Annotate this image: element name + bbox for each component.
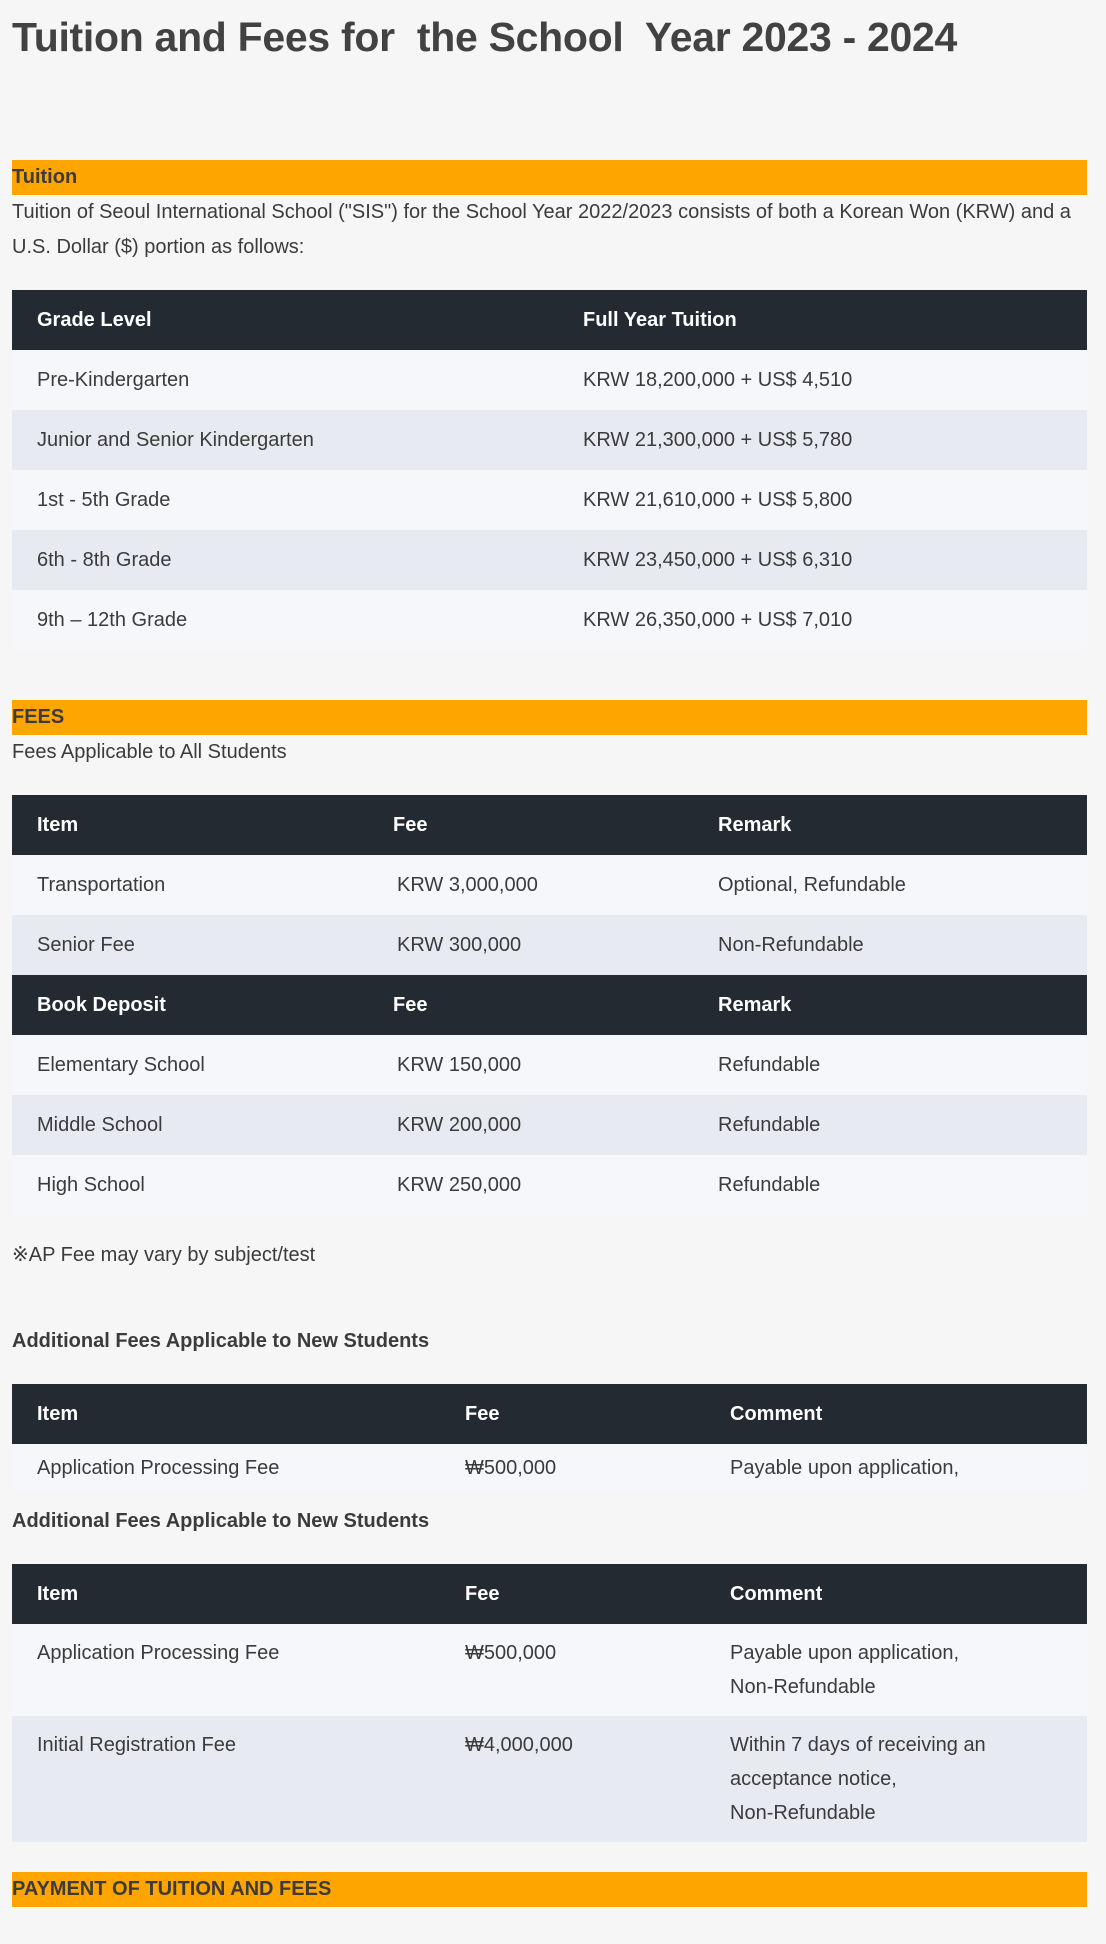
grade-level-cell: 1st - 5th Grade (12, 470, 558, 530)
column-header-fee: Fee (440, 1384, 705, 1444)
item-cell: Application Processing Fee (12, 1444, 440, 1490)
column-header-item: Item (12, 1564, 440, 1624)
table-row (12, 1716, 1087, 1842)
comment-cell: Payable upon application, (705, 1444, 1087, 1490)
column-header-comment: Comment (705, 1384, 1087, 1444)
column-header-item: Item (12, 1384, 440, 1444)
column-header-full-year-tuition: Full Year Tuition (558, 290, 1087, 350)
fee-cell: ₩500,000 (440, 1444, 705, 1490)
new-students-table-clipped (12, 1384, 1087, 1490)
column-header-grade-level: Grade Level (12, 290, 558, 350)
table-row (12, 1624, 1087, 1716)
new-students-table (12, 1564, 1087, 1842)
comment-line: Within 7 days of receiving an (730, 1734, 986, 1756)
table-row (12, 470, 1087, 530)
tuition-heading: Tuition (12, 160, 1087, 195)
fee-cell: KRW 3,000,000 (368, 855, 693, 915)
table-row (12, 915, 1087, 975)
remark-cell: Non-Refundable (693, 915, 1087, 975)
comment-line: acceptance notice, (730, 1768, 897, 1790)
remark-cell: Refundable (693, 1095, 1087, 1155)
column-header-fee: Fee (368, 975, 693, 1035)
table-header-row (12, 795, 1087, 855)
grade-level-cell: 6th - 8th Grade (12, 530, 558, 590)
new-students-heading: Additional Fees Applicable to New Students (12, 1510, 430, 1532)
comment-cell (705, 1624, 1087, 1716)
tuition-cell: KRW 26,350,000 + US$ 7,010 (558, 590, 1087, 650)
table-row (12, 530, 1087, 590)
fees-intro: Fees Applicable to All Students (12, 741, 287, 763)
item-cell: Middle School (12, 1095, 368, 1155)
tuition-cell: KRW 21,610,000 + US$ 5,800 (558, 470, 1087, 530)
comment-cell (705, 1716, 1087, 1842)
tuition-cell: KRW 21,300,000 + US$ 5,780 (558, 410, 1087, 470)
table-row (12, 1155, 1087, 1215)
fee-cell: ₩500,000 (440, 1624, 705, 1716)
grade-level-cell: Pre-Kindergarten (12, 350, 558, 410)
remark-cell: Refundable (693, 1155, 1087, 1215)
fee-cell: KRW 300,000 (368, 915, 693, 975)
item-cell: Transportation (12, 855, 368, 915)
fee-cell: ₩4,000,000 (440, 1716, 705, 1842)
table-row (12, 855, 1087, 915)
column-header-book-deposit: Book Deposit (12, 975, 368, 1035)
column-header-item: Item (12, 795, 368, 855)
tuition-cell: KRW 23,450,000 + US$ 6,310 (558, 530, 1087, 590)
column-header-remark: Remark (693, 795, 1087, 855)
payment-heading: PAYMENT OF TUITION AND FEES (12, 1872, 1087, 1907)
item-cell: Senior Fee (12, 915, 368, 975)
fee-cell: KRW 150,000 (368, 1035, 693, 1095)
fees-table (12, 795, 1087, 1215)
remark-cell: Optional, Refundable (693, 855, 1087, 915)
item-cell: High School (12, 1155, 368, 1215)
grade-level-cell: Junior and Senior Kindergarten (12, 410, 558, 470)
table-row (12, 1444, 1087, 1490)
table-row (12, 350, 1087, 410)
tuition-cell: KRW 18,200,000 + US$ 4,510 (558, 350, 1087, 410)
table-header-row (12, 975, 1087, 1035)
item-cell: Application Processing Fee (12, 1624, 440, 1716)
column-header-remark: Remark (693, 975, 1087, 1035)
table-header-row (12, 1384, 1087, 1444)
fees-heading: FEES (12, 700, 1087, 735)
tuition-intro: Tuition of Seoul International School ("SIS") for the School Year 2022/2023 consists of both a Korean Won (KRW) and a U.S. Dollar ($) portion as follows: (12, 201, 1071, 258)
comment-line: Non-Refundable (730, 1676, 876, 1698)
table-row (12, 1035, 1087, 1095)
ap-fee-note: ※AP Fee may vary by subject/test (12, 1244, 316, 1266)
comment-line: Payable upon application, (730, 1642, 960, 1664)
fee-cell: KRW 200,000 (368, 1095, 693, 1155)
item-cell: Elementary School (12, 1035, 368, 1095)
page-title: Tuition and Fees for the School Year 2023 - 2024 (12, 14, 958, 60)
column-header-comment: Comment (705, 1564, 1087, 1624)
fee-cell: KRW 250,000 (368, 1155, 693, 1215)
comment-line: Non-Refundable (730, 1802, 876, 1824)
grade-level-cell: 9th – 12th Grade (12, 590, 558, 650)
table-row (12, 1095, 1087, 1155)
table-header-row (12, 290, 1087, 350)
new-students-heading: Additional Fees Applicable to New Students (12, 1330, 430, 1352)
column-header-fee: Fee (440, 1564, 705, 1624)
item-cell: Initial Registration Fee (12, 1716, 440, 1842)
table-row (12, 410, 1087, 470)
table-row (12, 590, 1087, 650)
column-header-fee: Fee (368, 795, 693, 855)
table-header-row (12, 1564, 1087, 1624)
tuition-table (12, 290, 1087, 650)
remark-cell: Refundable (693, 1035, 1087, 1095)
